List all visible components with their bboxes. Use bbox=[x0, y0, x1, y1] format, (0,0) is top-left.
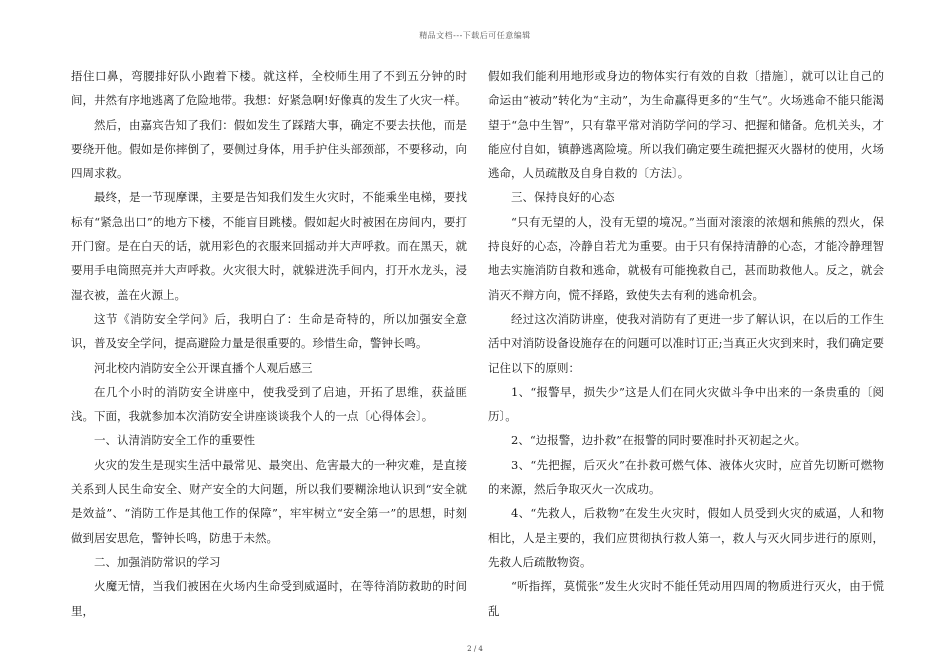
paragraph: 2、“边报警，边扑救”在报警的同时要准时扑灭初起之火。 bbox=[511, 433, 807, 448]
paragraph: 1、“报警早，损失少”这是人们在同火灾做斗争中出来的一条贵重的〔阅历〕。 bbox=[488, 384, 884, 424]
paragraph: 假如我们能利用地形或身边的物体实行有效的自救〔措施〕，就可以让自己的命运由“被动”转化为“主动”，为生命赢得更多的“生气”。火场逃命不能只能渴望于“急中生智”，只有靠平常对消防学问的学习、把握和储备。危机关头，才能应付自如，镇静逃离险境。所以我们确定要生疏把握灭火器材的使用，火场逃命，人员疏散及自身自救的〔方法〕。 bbox=[488, 69, 884, 181]
paragraph: “只有无望的人，没有无望的境况。”当面对滚滚的浓烟和熊熊的烈火，保持良好的心态，冷静自若尤为重要。由于只有保持清静的心态，才能冷静理智地去实施消防自救和逃命，就极有可能挽救自己，甚而助救他人。反之，就会消灭不辩方向，慌不择路，致使失去有利的逃命机会。 bbox=[488, 214, 884, 302]
left-text-column bbox=[71, 64, 467, 623]
paragraph: 捂住口鼻，弯腰排好队小跑着下楼。就这样，全校师生用了不到五分钟的时间，井然有序地逃离了危险地带。我想：好紧急啊!好像真的发生了火灾一样。 bbox=[71, 69, 467, 108]
paragraph: 3、“先把握，后灭火”在扑救可燃气体、液体火灾时，应首先切断可燃物的来源，然后争取灭火一次成功。 bbox=[488, 457, 884, 497]
paragraph: 三、保持良好的心态 bbox=[511, 190, 615, 205]
paragraph: 火灾的发生是现实生活中最常见、最突出、危害最大的一种灾难，是直接关系到人民生命安全、财产安全的大问题，所以我们要糊涂地认识到“安全就是效益”、“消防工作是其他工作的保障”，牢牢树立“安全第一”的思想，时刻做到居安思危，警钟长鸣，防患于未然。 bbox=[71, 457, 467, 545]
paragraph: 4、“先救人，后救物”在发生火灾时，假如人员受到火灾的威逼，人和物相比，人是主要的，我们应贯彻执行救人第一，救人与灭火同步进行的原则，先救人后疏散物资。 bbox=[488, 506, 884, 569]
paragraph: “听指挥，莫慌张”发生火灾时不能任凭动用四周的物质进行灭火，由于慌乱 bbox=[488, 579, 884, 618]
page-number: 2 / 4 bbox=[467, 645, 483, 653]
paragraph: 二、加强消防常识的学习 bbox=[94, 554, 221, 569]
paragraph: 在几个小时的消防安全讲座中，使我受到了启迪，开拓了思维，获益匪浅。下面，我就参加本次消防安全讲座谈谈我个人的一点〔心得体会〕。 bbox=[71, 384, 467, 424]
paragraph: 经过这次消防讲座，使我对消防有了更进一步了解认识，在以后的工作生活中对消防设备设施存在的问题可以准时订正;当真正火灾到来时，我们确定要记住以下的原则： bbox=[488, 311, 884, 375]
page-header: 精品文档---下载后可任意编辑 bbox=[419, 31, 531, 40]
paragraph: 然后，由嘉宾告知了我们：假如发生了踩踏大事，确定不要去扶他，而是要绕开他。假如是你摔倒了，要侧过身体，用手护住头部颈部，不要移动，向四周求救。 bbox=[71, 117, 467, 181]
paragraph: 河北校内消防安全公开课直播个人观后感三 bbox=[94, 360, 313, 375]
paragraph: 火魔无情，当我们被困在火场内生命受到威逼时，在等待消防救助的时间里， bbox=[71, 579, 467, 618]
right-text-column bbox=[488, 64, 884, 623]
paragraph: 一、认清消防安全工作的重要性 bbox=[94, 433, 255, 448]
paragraph: 这节《消防安全学问》后，我明白了：生命是奇特的，所以加强安全意识，普及安全学问，提高避险力量是很重要的。珍惜生命，警钟长鸣。 bbox=[71, 311, 467, 351]
paragraph: 最终，是一节现摩课，主要是告知我们发生火灾时，不能乘坐电梯，要找标有“紧急出口”的地方下楼，不能盲目跳楼。假如起火时被困在房间内，要打开门窗。是在白天的话，就用彩色的衣服来回摇动并大声呼救。而在黑天，就要用手电筒照亮并大声呼救。火灾很大时，就躲进洗手间内，打开水龙头，浸湿衣被，盖在火源上。 bbox=[71, 190, 467, 302]
